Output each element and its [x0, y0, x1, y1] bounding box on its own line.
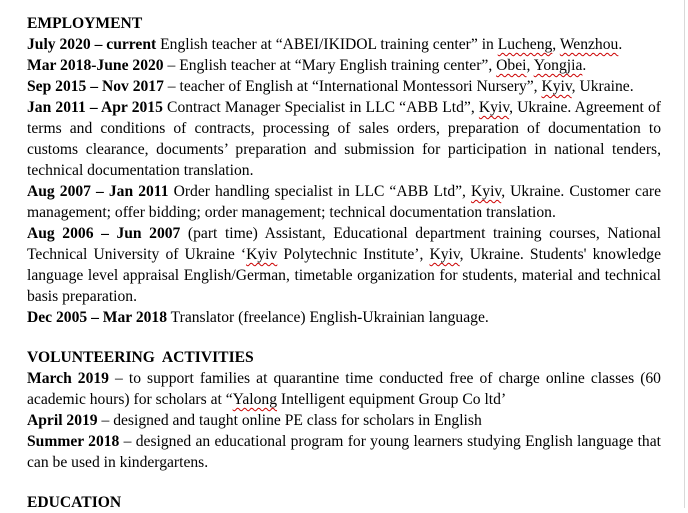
entry-text: – designed an educational program for young learners studying English language that can be used in kindergartens. — [27, 433, 661, 471]
entry-date-range: Jan 2011 – Apr 2015 — [27, 99, 163, 116]
resume-entry-paragraph — [27, 34, 661, 55]
misspelled-word: Kyiv — [541, 78, 572, 95]
entry-text: (part time) Assistant, Educational department training courses, National Technical University of Ukraine ‘ — [27, 225, 662, 263]
entry-date-range: March 2019 — [27, 370, 109, 387]
resume-entry-paragraph — [27, 76, 661, 97]
section-employment — [27, 13, 661, 328]
entry-text: Order handling specialist in LLC “ABB Ltd”, — [168, 183, 472, 200]
entry-date-range: Sep 2015 – Nov 2017 — [27, 78, 164, 95]
entry-text: – designed and taught online PE class for scholars in English — [97, 412, 482, 429]
misspelled-word: Kyiv — [246, 246, 278, 263]
misspelled-word: Obei — [496, 57, 527, 74]
resume-entry-paragraph — [27, 97, 661, 181]
resume-entry-paragraph — [27, 368, 661, 410]
section-heading: VOLUNTEERING ACTIVITIES — [27, 349, 254, 366]
resume-entry-paragraph — [27, 431, 661, 473]
entry-text: – to support families at quarantine time conducted free of charge online classes (60 academic hours) for scholars at “ — [27, 370, 661, 408]
page-edge-line — [684, 0, 685, 508]
entry-text: , Ukraine. — [571, 78, 634, 95]
entry-text: Contract Manager Specialist in LLC “ABB Ltd”, — [162, 99, 479, 116]
entry-date-range: July 2020 – current — [27, 36, 157, 53]
section-heading: EDUCATION — [27, 494, 122, 511]
entry-text: Polytechnic Institute’, — [277, 246, 430, 263]
section-heading: EMPLOYMENT — [27, 15, 143, 32]
misspelled-word: Yalong — [232, 391, 278, 408]
misspelled-word: Kyiv — [429, 246, 460, 263]
entry-text: , — [552, 36, 560, 53]
entry-text: Translator (freelance) English-Ukrainian language. — [167, 309, 489, 326]
misspelled-word: Kyiv — [471, 183, 502, 200]
entry-date-range: Aug 2006 – Jun 2007 — [27, 225, 181, 242]
entry-date-range: Summer 2018 — [27, 433, 120, 450]
entry-text: Intelligent equipment Group Co ltd’ — [277, 391, 507, 408]
entry-text: , Ukraine. Students' knowledge language level appraisal English/German, timetable organization for students, material and technical basis preparation. — [27, 246, 662, 305]
resume-entry-paragraph — [27, 223, 661, 307]
section-education — [27, 492, 661, 513]
resume-entry-paragraph — [27, 181, 661, 223]
entry-date-range: April 2019 — [27, 412, 98, 429]
entry-text: English teacher at “ABEI/IKIDOL training center” in — [156, 36, 498, 53]
entry-text: , Ukraine. Customer care management; offer bidding; order management; technical documentation translation. — [27, 183, 661, 221]
entry-text: – English teacher at “Mary English training center”, — [163, 57, 497, 74]
resume-entry-paragraph — [27, 307, 661, 328]
misspelled-word: Wenzhou — [559, 36, 619, 53]
entry-date-range: Aug 2007 – Jan 2011 — [27, 183, 169, 200]
entry-text: , Ukraine. Agreement of terms and conditions of contracts, processing of sales orders, preparation of documentation to customs clearance, documents’ preparation and submission for participation in national tenders, technical documentation translation. — [27, 99, 661, 179]
entry-text: – teacher of English at “International Montessori Nursery”, — [163, 78, 542, 95]
entry-text: , — [526, 57, 534, 74]
section-volunteering-activities — [27, 347, 661, 473]
resume-entry-paragraph — [27, 410, 661, 431]
entry-text: . — [618, 36, 623, 53]
misspelled-word: Yongjia — [533, 57, 583, 74]
resume-entry-paragraph — [27, 55, 661, 76]
entry-date-range: Mar 2018-June 2020 — [27, 57, 164, 74]
misspelled-word: Kyiv — [478, 99, 510, 116]
misspelled-word: Lucheng — [497, 36, 553, 53]
entry-text: . — [582, 57, 587, 74]
entry-date-range: Dec 2005 – Mar 2018 — [27, 309, 168, 326]
